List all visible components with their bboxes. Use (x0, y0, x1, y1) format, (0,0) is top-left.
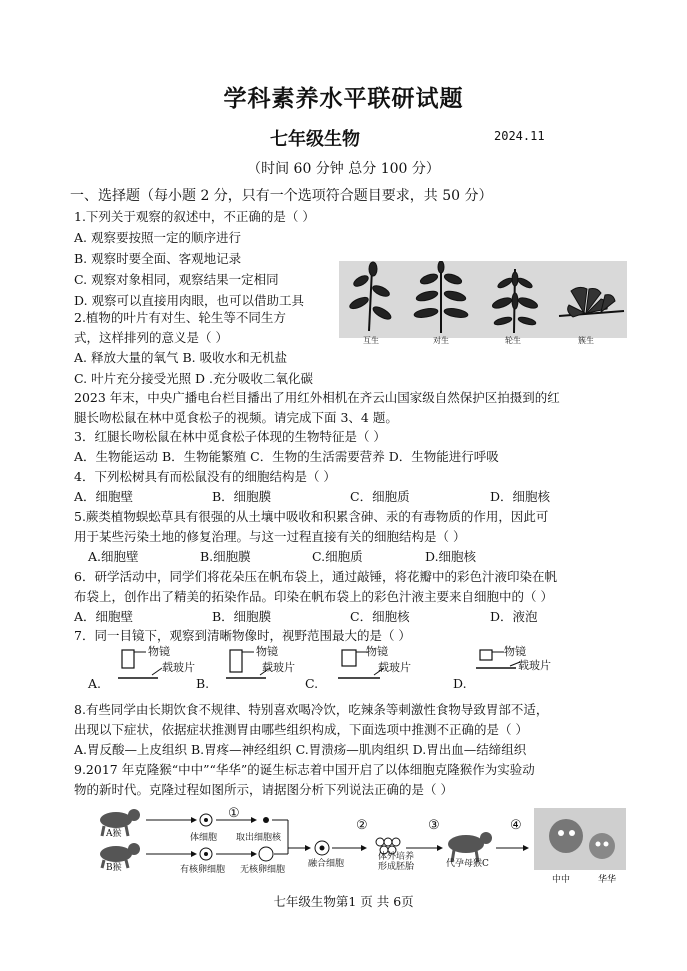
q4-option-a: A．细胞壁 (74, 489, 134, 504)
q6-option-c: C．细胞核 (350, 609, 410, 624)
q1-option-d: D. 观察可以直接用肉眼，也可以借助工具 (74, 293, 305, 308)
exam-title: 学科素养水平联研试题 (223, 85, 464, 112)
clone-label-baby2: 华华 (598, 875, 617, 885)
clone-label-culture2: 形成胚胎 (378, 862, 415, 872)
q7-c-slide-label: 载玻片 (378, 661, 411, 674)
leaf-label-clustered: 簇生 (578, 336, 594, 345)
clone-label-culture1: 体外培养 (378, 852, 415, 862)
q7-d-slide-label: 载玻片 (518, 659, 551, 672)
q4-option-b: B．细胞膜 (212, 489, 272, 504)
q5-option-a: A.细胞壁 (88, 549, 139, 564)
q1-option-b: B. 观察时要全面、客观地记录 (74, 251, 242, 266)
whorled-leaf-plant (491, 269, 539, 333)
clone-label-oocyte: 有核卵细胞 (180, 865, 226, 875)
clone-label-enucleated: 无核卵细胞 (240, 865, 286, 875)
q7-d-objective-label: 物镜 (504, 645, 526, 658)
q2-options-ab: A. 释放大量的氧气 B. 吸收水和无机盐 (74, 350, 288, 365)
q7-letter-a: A. (88, 676, 102, 691)
q6-option-d: D．液泡 (490, 609, 538, 624)
clone-step-2: ② (356, 818, 368, 833)
passage-line1: 2023 年末，中央广播电台栏目播出了用红外相机在齐云山国家级自然保护区拍摄到的红 (74, 390, 560, 405)
leaf-plants-illustration (339, 261, 627, 338)
exam-subtitle: 七年级生物 (270, 129, 360, 150)
clone-label-surrogate: 代孕母猴C (446, 859, 489, 869)
q6-option-a: A．细胞壁 (74, 609, 134, 624)
exam-time-info: （时间 60 分钟 总分 100 分） (247, 161, 440, 177)
passage-line2: 腿长吻松鼠在林中觅食松子的视频。请完成下面 3、4 题。 (74, 410, 398, 425)
q7-letter-b: B. (196, 676, 210, 691)
clone-label-baby1: 中中 (552, 875, 571, 885)
q7-stem: 7．同一目镜下，观察到清晰物像时，视野范围最大的是（ ） (74, 628, 411, 643)
q7-b-slide-label: 载玻片 (262, 661, 295, 674)
q2-stem-line2: 式，这样排列的意义是（ ） (74, 330, 228, 345)
q7-letter-c: C. (305, 676, 319, 691)
page-footer: 七年级生物第1 页 共 6页 (273, 894, 414, 909)
q4-option-c: C．细胞质 (350, 489, 410, 504)
q3-stem: 3．红腿长吻松鼠在林中觅食松子体现的生物特征是（ ） (74, 429, 386, 444)
q5-option-d: D.细胞核 (425, 549, 477, 564)
q2-options-cd: C. 叶片充分接受光照 D .充分吸收二氧化碳 (74, 371, 314, 386)
alternate-leaf-plant (348, 262, 392, 331)
q8-options: A.胃反酸—上皮组织 B.胃疼—神经组织 C.胃溃疡—肌肉组织 D.胃出血—结缔组织 (74, 742, 527, 757)
q9-stem-line1: 9.2017 年克隆猴“中中”“华华”的诞生标志着中国开启了以体细胞克隆猴作为实验动 (74, 762, 535, 777)
leaf-label-opposite: 对生 (433, 336, 449, 345)
q6-stem-line2: 布袋上，创作出了精美的拓染作品。印染在帆布袋上的彩色汁液主要来自细胞中的（ ） (74, 589, 553, 604)
q5-stem-line1: 5.蕨类植物蜈蚣草具有很强的从土壤中吸收和积累含砷、汞的有毒物质的作用，因此可 (74, 509, 549, 524)
opposite-leaf-plant (413, 261, 468, 333)
clone-label-take-nucleus: 取出细胞核 (236, 833, 282, 843)
q6-stem-line1: 6．研学活动中，同学们将花朵压在帆布袋上，通过敲锤，将花瓣中的彩色汁液印染在帆 (74, 569, 557, 584)
exam-date: 2024.11 (494, 129, 545, 143)
clone-label-monkey-a: A猴 (106, 829, 122, 839)
clone-step-3: ③ (428, 818, 440, 833)
q1-stem: 1.下列关于观察的叙述中，不正确的是（ ） (74, 209, 315, 224)
clone-label-monkey-b: B猴 (106, 863, 122, 873)
q3-options: A．生物能运动 B．生物能繁殖 C．生物的生活需要营养 D．生物能进行呼吸 (74, 449, 499, 464)
q5-stem-line2: 用于某些污染土地的修复治理。与这一过程直接有关的细胞结构是（ ） (74, 529, 466, 544)
q7-letter-d: D. (453, 676, 467, 691)
q9-stem-line2: 物的新时代。克隆过程如图所示，请据图分析下列说法正确的是（ ） (74, 782, 453, 797)
q4-option-d: D．细胞核 (490, 489, 551, 504)
baby-monkeys-photo (534, 808, 626, 870)
q8-stem-line1: 8.有些同学由长期饮食不规律、特别喜欢喝冷饮，吃辣条等刺激性食物导致胃部不适， (74, 702, 549, 717)
clone-step-1: ① (228, 806, 240, 821)
q1-option-a: A. 观察要按照一定的顺序进行 (74, 230, 241, 245)
q1-option-c: C. 观察对象相同，观察结果一定相同 (74, 272, 279, 287)
leaf-label-alternate: 互生 (363, 336, 379, 345)
q4-stem: 4．下列松树具有而松鼠没有的细胞结构是（ ） (74, 469, 336, 484)
q7-b-objective-label: 物镜 (256, 645, 278, 658)
leaf-arrangement-figure (339, 261, 627, 338)
clone-step-4: ④ (510, 818, 522, 833)
q8-stem-line2: 出现以下症状，依据症状推测胃由哪些组织构成，下面选项中推测不正确的是（ ） (74, 722, 528, 737)
q6-option-b: B．细胞膜 (212, 609, 272, 624)
q7-a-objective-label: 物镜 (148, 645, 170, 658)
leaf-label-whorled: 轮生 (505, 336, 521, 345)
q5-option-b: B.细胞膜 (200, 549, 251, 564)
q7-a-slide-label: 载玻片 (162, 661, 195, 674)
clone-label-body-cell: 体细胞 (190, 833, 218, 843)
clone-label-fused: 融合细胞 (308, 859, 345, 869)
clustered-leaf-plant (559, 287, 624, 317)
section-heading: 一、选择题（每小题 2 分，只有一个选项符合题目要求，共 50 分） (70, 188, 493, 204)
q7-c-objective-label: 物镜 (366, 645, 388, 658)
q5-option-c: C.细胞质 (312, 549, 363, 564)
q2-stem-line1: 2.植物的叶片有对生、轮生等不同生方 (74, 310, 286, 325)
